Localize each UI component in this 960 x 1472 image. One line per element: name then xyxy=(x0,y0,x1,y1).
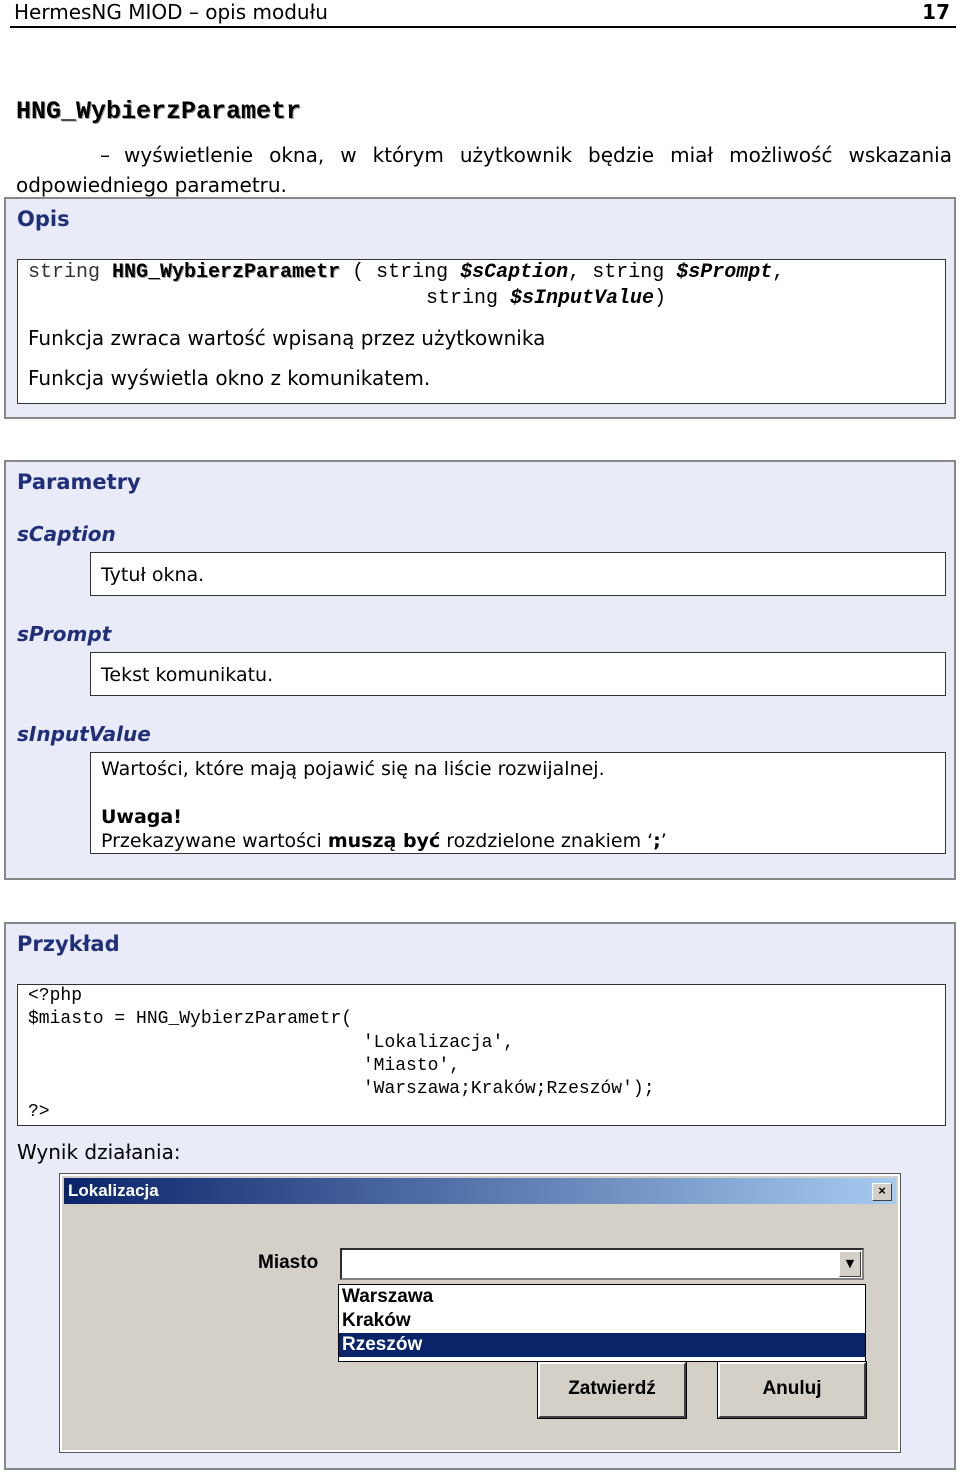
code-block xyxy=(28,985,655,1125)
code-line: 'Lokalizacja', xyxy=(28,1032,515,1053)
code-line: $miasto = HNG_WybierzParametr( xyxy=(28,1009,353,1030)
dialog-title: Lokalizacja xyxy=(68,1181,159,1200)
code-box xyxy=(17,984,946,1126)
field-label-miasto: Miasto xyxy=(258,1252,319,1273)
opis-box xyxy=(17,259,946,404)
opis-display-text: Funkcja wyświetla okno z komunikatem. xyxy=(28,366,431,390)
param-box-sinputvalue xyxy=(90,752,946,854)
confirm-button[interactable]: Zatwierdź xyxy=(538,1362,686,1418)
page-number: 17 xyxy=(922,0,950,24)
code-line: 'Miasto', xyxy=(28,1055,461,1076)
function-signature-line2: string $sInputValue) xyxy=(426,287,667,310)
dropdown-list xyxy=(338,1284,866,1362)
parametry-section xyxy=(4,460,956,880)
parametry-heading: Parametry xyxy=(17,470,141,494)
cancel-button[interactable]: Anuluj xyxy=(718,1362,866,1418)
dropdown-option[interactable]: Kraków xyxy=(342,1310,411,1331)
chevron-down-icon[interactable]: ▼ xyxy=(839,1251,861,1277)
param-name-sinputvalue: sInputValue xyxy=(17,722,151,746)
code-line: 'Warszawa;Kraków;Rzeszów'); xyxy=(28,1079,655,1100)
dropdown-option[interactable]: Warszawa xyxy=(342,1286,434,1307)
code-line: <?php xyxy=(28,986,83,1006)
function-signature: string HNG_WybierzParametr ( string $sCaption, string $sPrompt, xyxy=(28,261,785,284)
dropdown-option-selected[interactable]: Rzeszów xyxy=(339,1333,865,1357)
close-icon[interactable]: × xyxy=(872,1183,892,1201)
function-description xyxy=(16,140,952,200)
warning-title: Uwaga! xyxy=(101,806,182,828)
page-header-title: HermesNG MIOD – opis modułu xyxy=(14,0,328,24)
opis-heading: Opis xyxy=(17,207,70,231)
city-combobox[interactable] xyxy=(340,1248,864,1280)
code-line: ?> xyxy=(28,1102,50,1123)
dialog-titlebar xyxy=(64,1178,896,1204)
przyklad-heading: Przykład xyxy=(17,932,120,956)
param-desc-scaption: Tytuł okna. xyxy=(101,564,205,586)
param-name-sprompt: sPrompt xyxy=(17,622,112,646)
param-name-scaption: sCaption xyxy=(17,522,116,546)
param-desc-sinputvalue: Wartości, które mają pojawić się na liście rozwijalnej. xyxy=(101,758,605,780)
description-text: wyświetlenie okna, w którym użytkownik będzie miał możliwość wskazania odpowiedniego parametru. xyxy=(16,143,952,197)
header-rule xyxy=(10,26,956,28)
description-dash: – xyxy=(100,143,110,167)
function-title: HNG_WybierzParametr xyxy=(16,97,302,126)
result-label: Wynik działania: xyxy=(17,1140,181,1164)
opis-section xyxy=(4,197,956,419)
opis-return-text: Funkcja zwraca wartość wpisaną przez użytkownika xyxy=(28,326,546,350)
dialog-window xyxy=(60,1174,900,1452)
param-desc-sprompt: Tekst komunikatu. xyxy=(101,664,274,686)
warning-text: Przekazywane wartości muszą być rozdzielone znakiem ‘;’ xyxy=(101,830,667,852)
param-box-sprompt xyxy=(90,652,946,696)
param-box-scaption xyxy=(90,552,946,596)
